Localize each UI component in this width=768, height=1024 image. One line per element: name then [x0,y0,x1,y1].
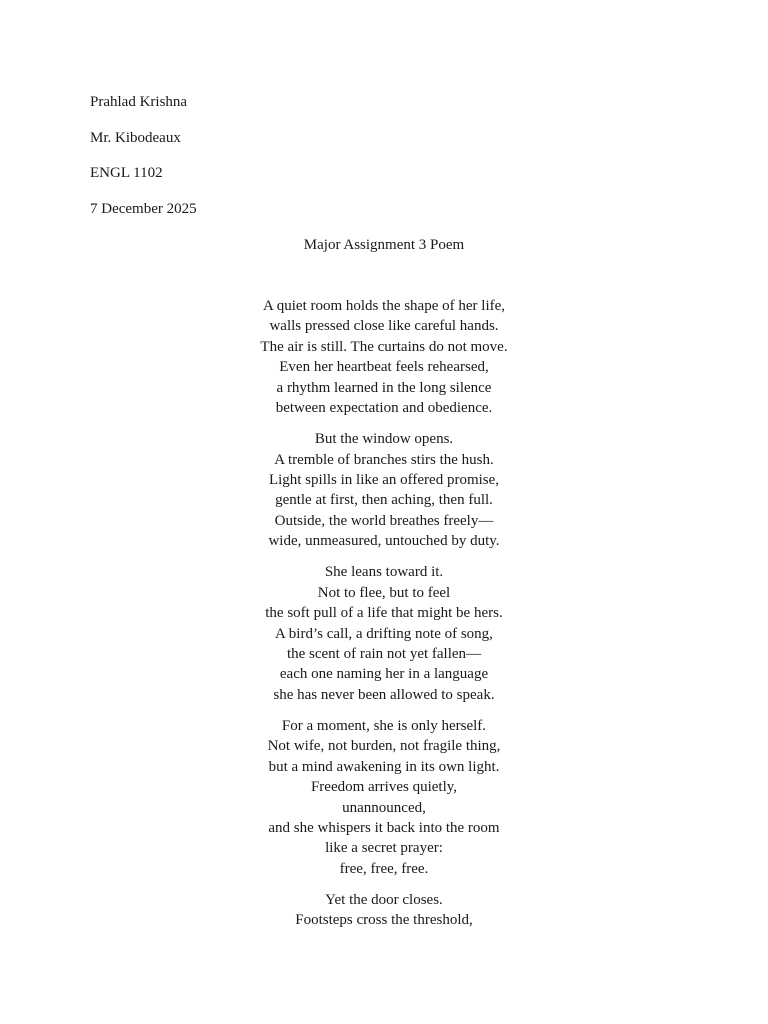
poem-line: gentle at first, then aching, then full. [275,492,493,509]
poem-line: wide, unmeasured, untouched by duty. [268,533,500,550]
poem-line: But the window opens. [314,431,454,448]
poem-line: Light spills in like an offered promise, [268,472,500,488]
poem-line: like a secret prayer: [325,840,443,857]
poem-stanza [0,890,768,931]
poem-stanza [0,562,768,705]
poem-line: Footsteps cross the threshold, [295,912,473,929]
instructor-name: Mr. Kibodeaux [90,129,181,146]
poem-line: she has never been allowed to speak. [273,686,495,703]
poem-stanza [0,716,768,880]
poem-line: the scent of rain not yet fallen— [286,646,482,662]
poem-line: Not to flee, but to feel [317,584,451,601]
poem-line: but a mind awakening in its own light. [268,758,500,775]
poem-line: free, free, free. [339,860,429,877]
student-name: Prahlad Krishna [90,94,188,110]
poem-stanza [0,296,768,419]
poem-line: a rhythm learned in the long silence [276,379,492,396]
mla-heading [90,92,197,234]
poem-line: A tremble of branches stirs the hush. [274,451,494,468]
course-name: ENGL 1102 [90,165,163,181]
poem-line: between expectation and obedience. [275,400,493,417]
poem-line: unannounced, [342,799,426,816]
document-date: 7 December 2025 [90,200,197,217]
poem-line: Freedom arrives quietly, [310,779,458,796]
poem-line: She leans toward it. [324,564,444,581]
poem-line: A quiet room holds the shape of her life, [262,298,506,314]
poem-line: and she whispers it back into the room [268,820,500,836]
poem-line: Outside, the world breathes freely— [274,512,494,529]
poem-line: walls pressed close like careful hands. [269,318,499,335]
document-title: Major Assignment 3 Poem [303,237,465,253]
poem-line: Even her heartbeat feels rehearsed, [279,359,489,376]
poem-line: the soft pull of a life that might be hers. [265,605,503,622]
poem-line: For a moment, she is only herself. [281,717,487,734]
poem-line: each one naming her in a language [279,666,489,683]
poem-line: A bird’s call, a drifting note of song, [275,625,493,642]
poem-stanza [0,429,768,552]
poem-line: Yet the door closes. [325,891,443,908]
poem-line: Not wife, not burden, not fragile thing, [267,738,501,755]
poem-line: The air is still. The curtains do not move. [260,338,508,355]
poem-body [0,296,768,941]
